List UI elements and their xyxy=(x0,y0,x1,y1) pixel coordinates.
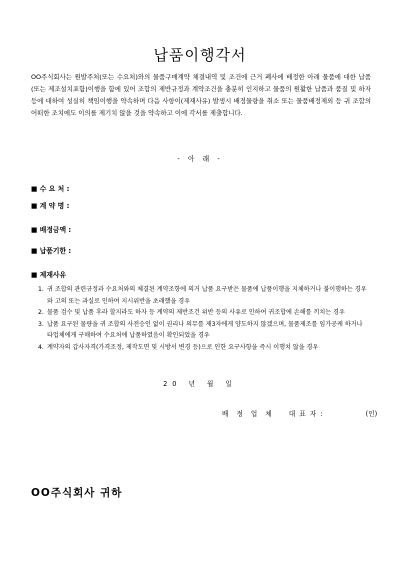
document-title: 납품이행각서 xyxy=(153,46,247,64)
reason-number: 4. xyxy=(38,343,44,351)
list-item xyxy=(38,319,370,342)
list-item xyxy=(38,284,370,307)
company-label: 배 정 업 체 xyxy=(222,410,275,418)
intro-paragraph: OO주식회사는 원발주처(또는 수요처)와의 물품구매계약 체결내역 및 조건에 근거 폐사에 배정한 아래 물품에 대한 납품(또는 제조설치포함)이행을 함에 있어 조합의 제반규정과 계약조건을 충분히 인지하고 물품의 원활한 납품과 품질 및 하자 등에 대하여 성실히 책임이행을 약속하며 다음 사항이(제재사유) 발생시 배정물량을 취소 또는 물품배정제외 등 귀 조합의 어떠한 조치에도 이의를 제기치 않을 것을 약속하고 이에 각서를 제출합니다. xyxy=(31,73,371,117)
representative-label: 대 표 자 : xyxy=(288,410,324,418)
reason-number: 2. xyxy=(38,309,44,316)
signature-line xyxy=(222,408,377,418)
field-demand-agency: ■ 수 요 처 : xyxy=(31,185,70,193)
seal-mark: (인) xyxy=(365,410,378,418)
field-contract-name: ■ 계 약 명 : xyxy=(31,202,70,210)
date-line: 20 년 월 일 xyxy=(163,380,237,388)
reason-text: 계약자의 갑사자격(가격조정, 제작도면 및 시방서 변경 등)으로 인한 요구사항을 즉시 이행치 않을 경우 xyxy=(47,343,319,351)
reason-text: 물품 검수 및 납품 후라 할지라도 하자 등 계약의 제반조건 위반 등의 사유로 인하여 귀조합에 손해를 끼치는 경우 xyxy=(47,309,345,316)
list-item xyxy=(38,342,370,354)
under-heading: - 아 래 - xyxy=(177,155,223,163)
reason-number: 1. xyxy=(38,286,44,293)
list-item xyxy=(38,307,370,319)
reason-text: 납품 요구된 물량을 귀 조합의 사전승인 없이 권리나 의무를 제3자에게 양도하지 않겠으며, 물품제조를 임가공케 하거나 타업체에게 구매하여 수요처에 납품하였음이 확인되었을 경우 xyxy=(47,320,363,339)
reason-text: 귀 조합의 관련규정과 수요처와의 체결된 계약조항에 의거 납품 요구받은 물품에 납품이행을 지체하거나 불이행하는 경우와 고의 또는 과실로 인하여 지시위반을 초래했을 경우 xyxy=(47,286,367,305)
field-delivery-deadline: ■ 납품기한 : xyxy=(31,247,72,255)
field-assigned-amount: ■ 배정금액 : xyxy=(31,226,72,234)
field-sanction-reasons: ■ 제재사유 xyxy=(31,271,67,279)
reason-number: 3. xyxy=(38,320,44,328)
sanction-reason-list xyxy=(38,284,370,353)
recipient-line: OO주식회사 귀하 xyxy=(31,487,123,499)
